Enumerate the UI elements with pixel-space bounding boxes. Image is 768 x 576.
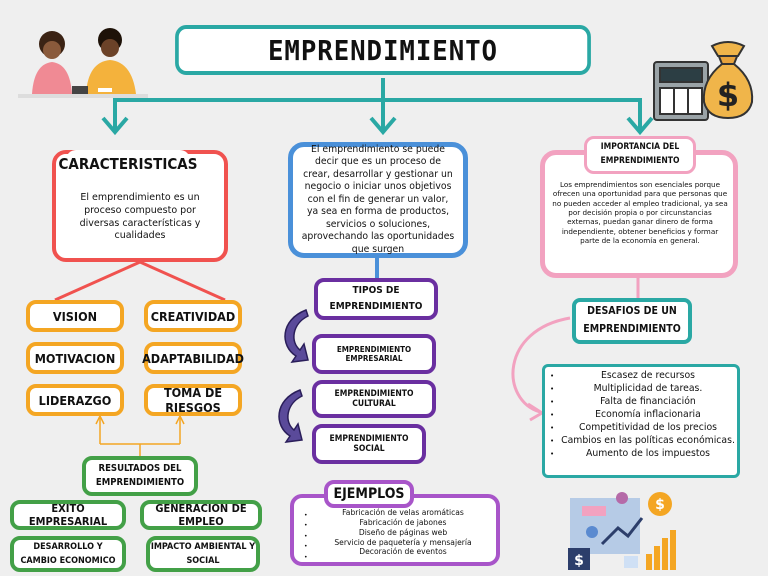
item-liderazgo bbox=[26, 384, 124, 416]
desafios-list bbox=[560, 369, 736, 460]
list-item: Fabricación de velas aromáticas bbox=[342, 508, 464, 517]
tipo-empresarial bbox=[312, 334, 436, 374]
ejemplos-list bbox=[318, 508, 488, 557]
money-bag-icon bbox=[698, 36, 758, 120]
result-generacion-de-empleo bbox=[140, 500, 262, 530]
result-generacion-de-empleo-label: GENERACION DE EMPLEO bbox=[155, 502, 247, 528]
svg-text:$: $ bbox=[574, 553, 584, 569]
page-title bbox=[175, 25, 591, 75]
desafios-heading-text: DESAFIOS DE UN EMPRENDIMIENTO bbox=[583, 305, 681, 335]
people-illustration bbox=[12, 16, 152, 104]
result-impacto-ambiental-label: IMPACTO AMBIENTAL Y SOCIAL bbox=[150, 541, 256, 566]
list-item: Fabricación de jabones bbox=[359, 517, 447, 527]
list-item: Competitividad de los precios bbox=[579, 422, 717, 433]
item-motivacion-label: MOTIVACION bbox=[34, 350, 116, 366]
item-adaptabilidad bbox=[144, 342, 242, 374]
ejemplos-heading bbox=[324, 480, 414, 508]
item-creatividad-label: CREATIVIDAD bbox=[150, 308, 236, 324]
definicion-text: El emprendimiento se puede decir que es un proceso de crear, desarrollar y gestionar un negocio o iniciar unos objetivos con el fin de generar un valor, ya sea en forma de productos, servicios o soluciones, aprovechando las oportunidades que surgen bbox=[301, 143, 455, 255]
definicion-card bbox=[288, 142, 468, 258]
caracteristicas-text: El emprendimiento es un proceso compuesto por diversas características y cualidades bbox=[79, 192, 201, 242]
tipo-social bbox=[312, 424, 426, 464]
desafios-heading bbox=[572, 298, 692, 344]
importancia-heading bbox=[584, 136, 696, 174]
resultados-heading-text: RESULTADOS DEL EMPRENDIMIENTO bbox=[95, 462, 185, 488]
svg-text:$: $ bbox=[716, 76, 740, 114]
list-item: Falta de financiación bbox=[600, 396, 696, 407]
item-creatividad bbox=[144, 300, 242, 332]
list-item: Economía inflacionaria bbox=[595, 409, 701, 420]
result-desarrollo-economico-label: DESARROLLO Y CAMBIO ECONOMICO bbox=[20, 541, 116, 566]
svg-text:$: $ bbox=[655, 497, 665, 513]
desafios-bullets: • • • • • • • bbox=[550, 372, 555, 458]
item-vision bbox=[26, 300, 124, 332]
result-exito-empresarial bbox=[10, 500, 126, 530]
list-item: Servicio de paquetería y mensajería bbox=[334, 537, 472, 547]
curved-arrow-icon bbox=[272, 386, 306, 446]
item-vision-label: VISION bbox=[52, 308, 98, 324]
item-toma-de-riesgos bbox=[144, 384, 242, 416]
ejemplos-bullets: • • • • • bbox=[304, 512, 308, 561]
list-item: Aumento de los impuestos bbox=[585, 448, 711, 459]
list-item: Decoración de eventos bbox=[359, 547, 447, 557]
importancia-text: Los emprendimientos son esenciales porque ofrecen una oportunidad para que personas que no pueden acceder al empleo tradicional, ya sea por decisión propia o por circunstancias externas, puedan ganar dinero de forma independiente, obtener beneficios y formar parte de la economía en general. bbox=[552, 180, 728, 246]
result-exito-empresarial-label: EXITO EMPRESARIAL bbox=[28, 502, 108, 528]
list-item: Cambios en las políticas económicas. bbox=[561, 435, 735, 446]
item-adaptabilidad-label: ADAPTABILIDAD bbox=[142, 350, 244, 366]
item-liderazgo-label: LIDERAZGO bbox=[38, 392, 112, 408]
business-growth-illustration bbox=[562, 484, 682, 574]
caracteristicas-heading-text: CARACTERISTICAS bbox=[58, 155, 198, 173]
curved-arrow-icon bbox=[278, 306, 312, 366]
tipo-cultural-label: EMPRENDIMIENTO CULTURAL bbox=[334, 389, 414, 409]
item-toma-de-riesgos-label: TOMA DE RIESGOS bbox=[163, 385, 223, 415]
ejemplos-heading-text: EJEMPLOS bbox=[333, 486, 405, 502]
tipo-empresarial-label: EMPRENDIMIENTO EMPRESARIAL bbox=[336, 345, 412, 363]
tipos-heading-text: TIPOS DE EMPRENDIMIENTO bbox=[329, 285, 423, 312]
title-text: EMPRENDIMIENTO bbox=[267, 33, 498, 67]
result-desarrollo-economico bbox=[10, 536, 126, 572]
tipo-social-label: EMPRENDIMIENTO SOCIAL bbox=[329, 434, 409, 454]
resultados-heading bbox=[82, 456, 198, 496]
list-item: Multiplicidad de tareas. bbox=[593, 383, 703, 394]
tipos-heading bbox=[314, 278, 438, 320]
importancia-heading-text: IMPORTANCIA DEL EMPRENDIMIENTO bbox=[600, 142, 680, 166]
list-item: Diseño de páginas web bbox=[358, 527, 448, 537]
caracteristicas-heading bbox=[58, 150, 198, 178]
item-motivacion bbox=[26, 342, 124, 374]
tipo-cultural bbox=[312, 380, 436, 418]
result-impacto-ambiental bbox=[146, 536, 260, 572]
list-item: Escasez de recursos bbox=[600, 370, 696, 381]
